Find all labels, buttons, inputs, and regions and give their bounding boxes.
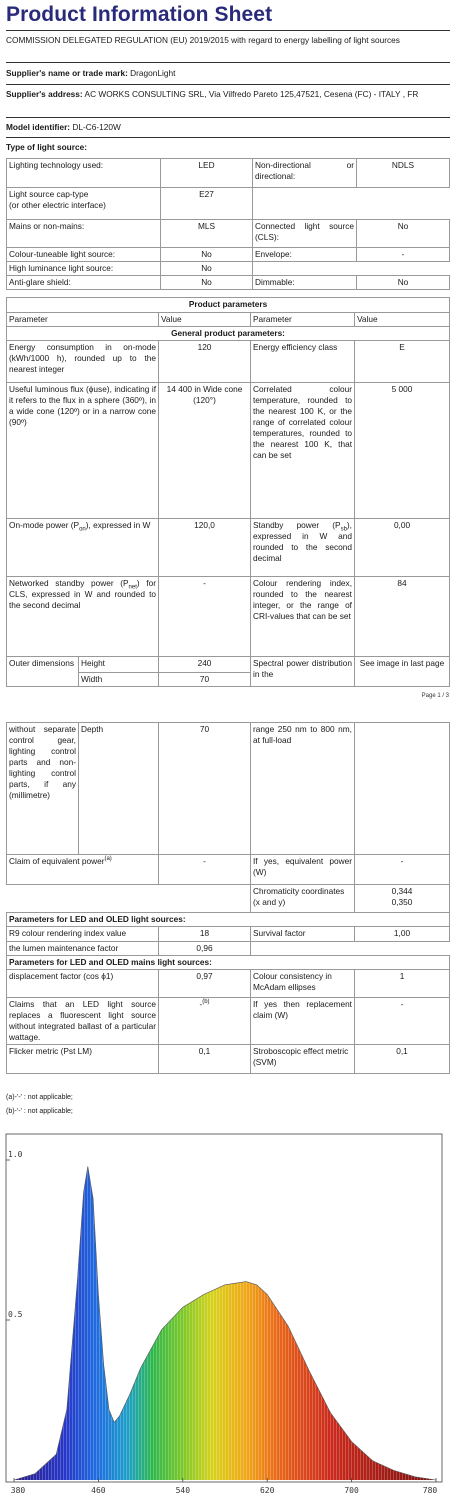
repl-label: If yes then replacement claim (W): [251, 998, 355, 1045]
empty-cell: [253, 262, 357, 276]
regulation-text: COMMISSION DELEGATED REGULATION (EU) 2019/2015 with regard to energy labelling of light sources: [6, 35, 400, 45]
params-table: [6, 297, 450, 687]
page-title: Product Information Sheet: [6, 3, 273, 26]
supplier-line: [6, 68, 446, 79]
cap-label: [7, 188, 161, 220]
repl-value: -: [355, 998, 450, 1045]
r9-label: R9 colour rendering index value: [7, 927, 159, 942]
r9-value: 18: [159, 927, 251, 942]
x-tick-label: 780: [422, 1486, 438, 1495]
psb-label-a: Standby power (P: [253, 520, 341, 530]
fluo-value: [159, 998, 251, 1045]
pon-sub: on: [79, 526, 86, 533]
hl-label: High luminance light source:: [7, 262, 161, 276]
flux-value: 14 400 in Wide cone (120°): [159, 383, 251, 519]
page-2: [0, 712, 454, 1132]
equiv-w-value: -: [355, 855, 450, 885]
equiv-label-text: Claim of equivalent power: [9, 856, 105, 866]
spectrum-area-stripes: [14, 1166, 436, 1480]
empty-cell: [357, 188, 450, 220]
col-parameter: Parameter: [7, 313, 159, 327]
type-table: [6, 158, 450, 290]
spd-label: Spectral power distribution in the: [251, 657, 355, 687]
spd-value-cont: [355, 723, 450, 855]
col-value: Value: [355, 313, 450, 327]
psb-sub: sb: [340, 526, 347, 533]
psb-value: 0,00: [355, 519, 450, 577]
mains-label: Mains or non-mains:: [7, 220, 161, 248]
dir-label: Non-directional or directional:: [253, 159, 357, 188]
empty-cell: [357, 262, 450, 276]
energy-label: Energy consumption in on-mode (kWh/1000 h), rounded up to the nearest integer: [7, 341, 159, 383]
cct-value: 5 000: [355, 383, 450, 519]
col-value: Value: [159, 313, 251, 327]
spectral-distribution-chart: [0, 1132, 454, 1500]
empty-cell: [159, 885, 251, 913]
ag-label: Anti-glare shield:: [7, 276, 161, 290]
x-tick-label: 540: [175, 1486, 191, 1495]
fluo-value-text: -: [199, 999, 203, 1009]
cct-label: Correlated colour temperature, rounded to the nearest 100 K, or the range of correlated colour temperatures, rounded to the nearest 100 K, that can be set: [251, 383, 355, 519]
y-tick-label: 1.0: [8, 1150, 23, 1159]
height-label: Height: [79, 657, 159, 673]
params-header: Product parameters: [7, 298, 450, 313]
surv-label: Survival factor: [251, 927, 355, 942]
disp-label: displacement factor (cos ϕ1): [7, 970, 159, 998]
fluo-sup: (b): [202, 999, 210, 1006]
chroma-x: 0,344: [391, 886, 413, 896]
pon-label-b: ), expressed in W: [85, 520, 151, 530]
x-tick-label: 380: [10, 1486, 26, 1495]
pnet-value: -: [159, 577, 251, 657]
dim-label: Dimmable:: [253, 276, 357, 290]
empty-cell: [253, 188, 357, 220]
lumen-label: the lumen maintenance factor: [7, 942, 159, 956]
width-value: 70: [159, 673, 251, 687]
supplier-label: Supplier's name or trade mark:: [6, 68, 128, 78]
dim-value: No: [357, 276, 450, 290]
address-label: Supplier's address:: [6, 89, 83, 99]
divider: [6, 137, 450, 138]
equiv-w-label: If yes, equivalent power (W): [251, 855, 355, 885]
env-value: -: [357, 248, 450, 262]
mains-value: MLS: [161, 220, 253, 248]
supplier-name: DragonLight: [130, 68, 176, 78]
dir-value: NDLS: [357, 159, 450, 188]
fluo-label: Claims that an LED light source replaces a fluorescent light source without integrated ballast of a particular wattage.: [7, 998, 159, 1045]
flicker-label: Flicker metric (Pst LM): [7, 1045, 159, 1074]
general-header: General product parameters:: [7, 327, 450, 341]
page-1: [0, 0, 454, 712]
ag-value: No: [161, 276, 253, 290]
spd-value: See image in last page: [355, 657, 450, 687]
model-identifier: DL-C6-120W: [72, 122, 121, 132]
mcadam-label: Colour consistency in McAdam ellipses: [251, 970, 355, 998]
cri-label: Colour rendering index, rounded to the nearest integer, or the range of CRI-values that can be set: [251, 577, 355, 657]
cap-value: E27: [161, 188, 253, 220]
model-line: [6, 122, 446, 133]
x-tick-label: 620: [259, 1486, 275, 1495]
disp-value: 0,97: [159, 970, 251, 998]
tune-value: No: [161, 248, 253, 262]
pon-value: 120,0: [159, 519, 251, 577]
eff-label: Energy efficiency class: [251, 341, 355, 383]
footnote-a: (a)-'-' : not applicable;: [6, 1094, 73, 1101]
equiv-value: -: [159, 855, 251, 885]
svm-label: Stroboscopic effect metric (SVM): [251, 1045, 355, 1074]
tune-label: Colour-tuneable light source:: [7, 248, 161, 262]
mains-header: Parameters for LED and OLED mains light sources:: [7, 956, 450, 970]
pon-label: [7, 519, 159, 577]
tech-label: Lighting technology used:: [7, 159, 161, 188]
y-tick-label: 0.5: [8, 1310, 23, 1319]
address-line: [6, 89, 446, 100]
cls-label: Connected light source (CLS):: [253, 220, 357, 248]
svm-value: 0,1: [355, 1045, 450, 1074]
x-tick-label: 460: [91, 1486, 106, 1495]
params-table-cont: [6, 722, 450, 1074]
psb-label-b: ), expressed in W and rounded to the second decimal: [253, 520, 352, 563]
flux-label: Useful luminous flux (ϕuse), indicating if it refers to the flux in a sphere (360º), in a wide cone (120º) or in a narrow cone (90º): [7, 383, 159, 519]
pnet-label-b: ) for CLS, expressed in W and rounded to the second decimal: [9, 578, 156, 610]
outer-label: Outer dimensions: [7, 657, 79, 687]
spd-label-cont: range 250 nm to 800 nm, at full-load: [251, 723, 355, 855]
pon-label-a: On-mode power (P: [9, 520, 80, 530]
psb-label: [251, 519, 355, 577]
surv-value: 1,00: [355, 927, 450, 942]
depth-label: Depth: [79, 723, 159, 855]
x-tick-label: 700: [344, 1486, 359, 1495]
tech-value: LED: [161, 159, 253, 188]
divider: [6, 84, 450, 85]
cls-value: No: [357, 220, 450, 248]
eff-value: E: [355, 341, 450, 383]
pnet-label: [7, 577, 159, 657]
outer-label-cont: without separate control gear, lighting control parts and non-lighting control parts, if any (millimetre): [7, 723, 79, 855]
empty-cell: [251, 942, 355, 956]
led-header: Parameters for LED and OLED light sources:: [7, 913, 450, 927]
mcadam-value: 1: [355, 970, 450, 998]
page-number: Page 1 / 3: [421, 693, 449, 699]
cap-label-line2: (or other electric interface): [9, 200, 106, 210]
empty-cell: [7, 885, 159, 913]
pnet-label-a: Networked standby power (P: [9, 578, 129, 588]
cri-value: 84: [355, 577, 450, 657]
lumen-value: 0,96: [159, 942, 251, 956]
col-parameter: Parameter: [251, 313, 355, 327]
supplier-address: AC WORKS CONSULTING SRL, Via Vilfredo Pareto 125,47521, Cesena (FC) - ITALY , FR: [84, 89, 419, 99]
equiv-sup: (a): [104, 856, 112, 863]
env-label: Envelope:: [253, 248, 357, 262]
x-axis: [11, 1478, 438, 1495]
chroma-label: Chromaticity coordinates (x and y): [251, 885, 355, 913]
cap-label-line1: Light source cap-type: [9, 189, 89, 199]
divider: [6, 117, 450, 118]
pnet-sub: net: [128, 584, 137, 591]
type-label: Type of light source:: [6, 142, 87, 152]
plot-area: [6, 1134, 442, 1482]
empty-cell: [355, 942, 450, 956]
depth-value: 70: [159, 723, 251, 855]
width-label: Width: [79, 673, 159, 687]
equiv-label: [7, 855, 159, 885]
divider: [6, 62, 450, 63]
title-rule: [6, 30, 450, 31]
chroma-values: [355, 885, 450, 913]
y-axis: [6, 1150, 23, 1320]
flicker-value: 0,1: [159, 1045, 251, 1074]
energy-value: 120: [159, 341, 251, 383]
chroma-y: 0,350: [391, 897, 413, 907]
hl-value: No: [161, 262, 253, 276]
model-label: Model identifier:: [6, 122, 71, 132]
footnote-b: (b)-'-' : not applicable;: [6, 1108, 73, 1115]
height-value: 240: [159, 657, 251, 673]
page-3: [0, 1132, 454, 1500]
